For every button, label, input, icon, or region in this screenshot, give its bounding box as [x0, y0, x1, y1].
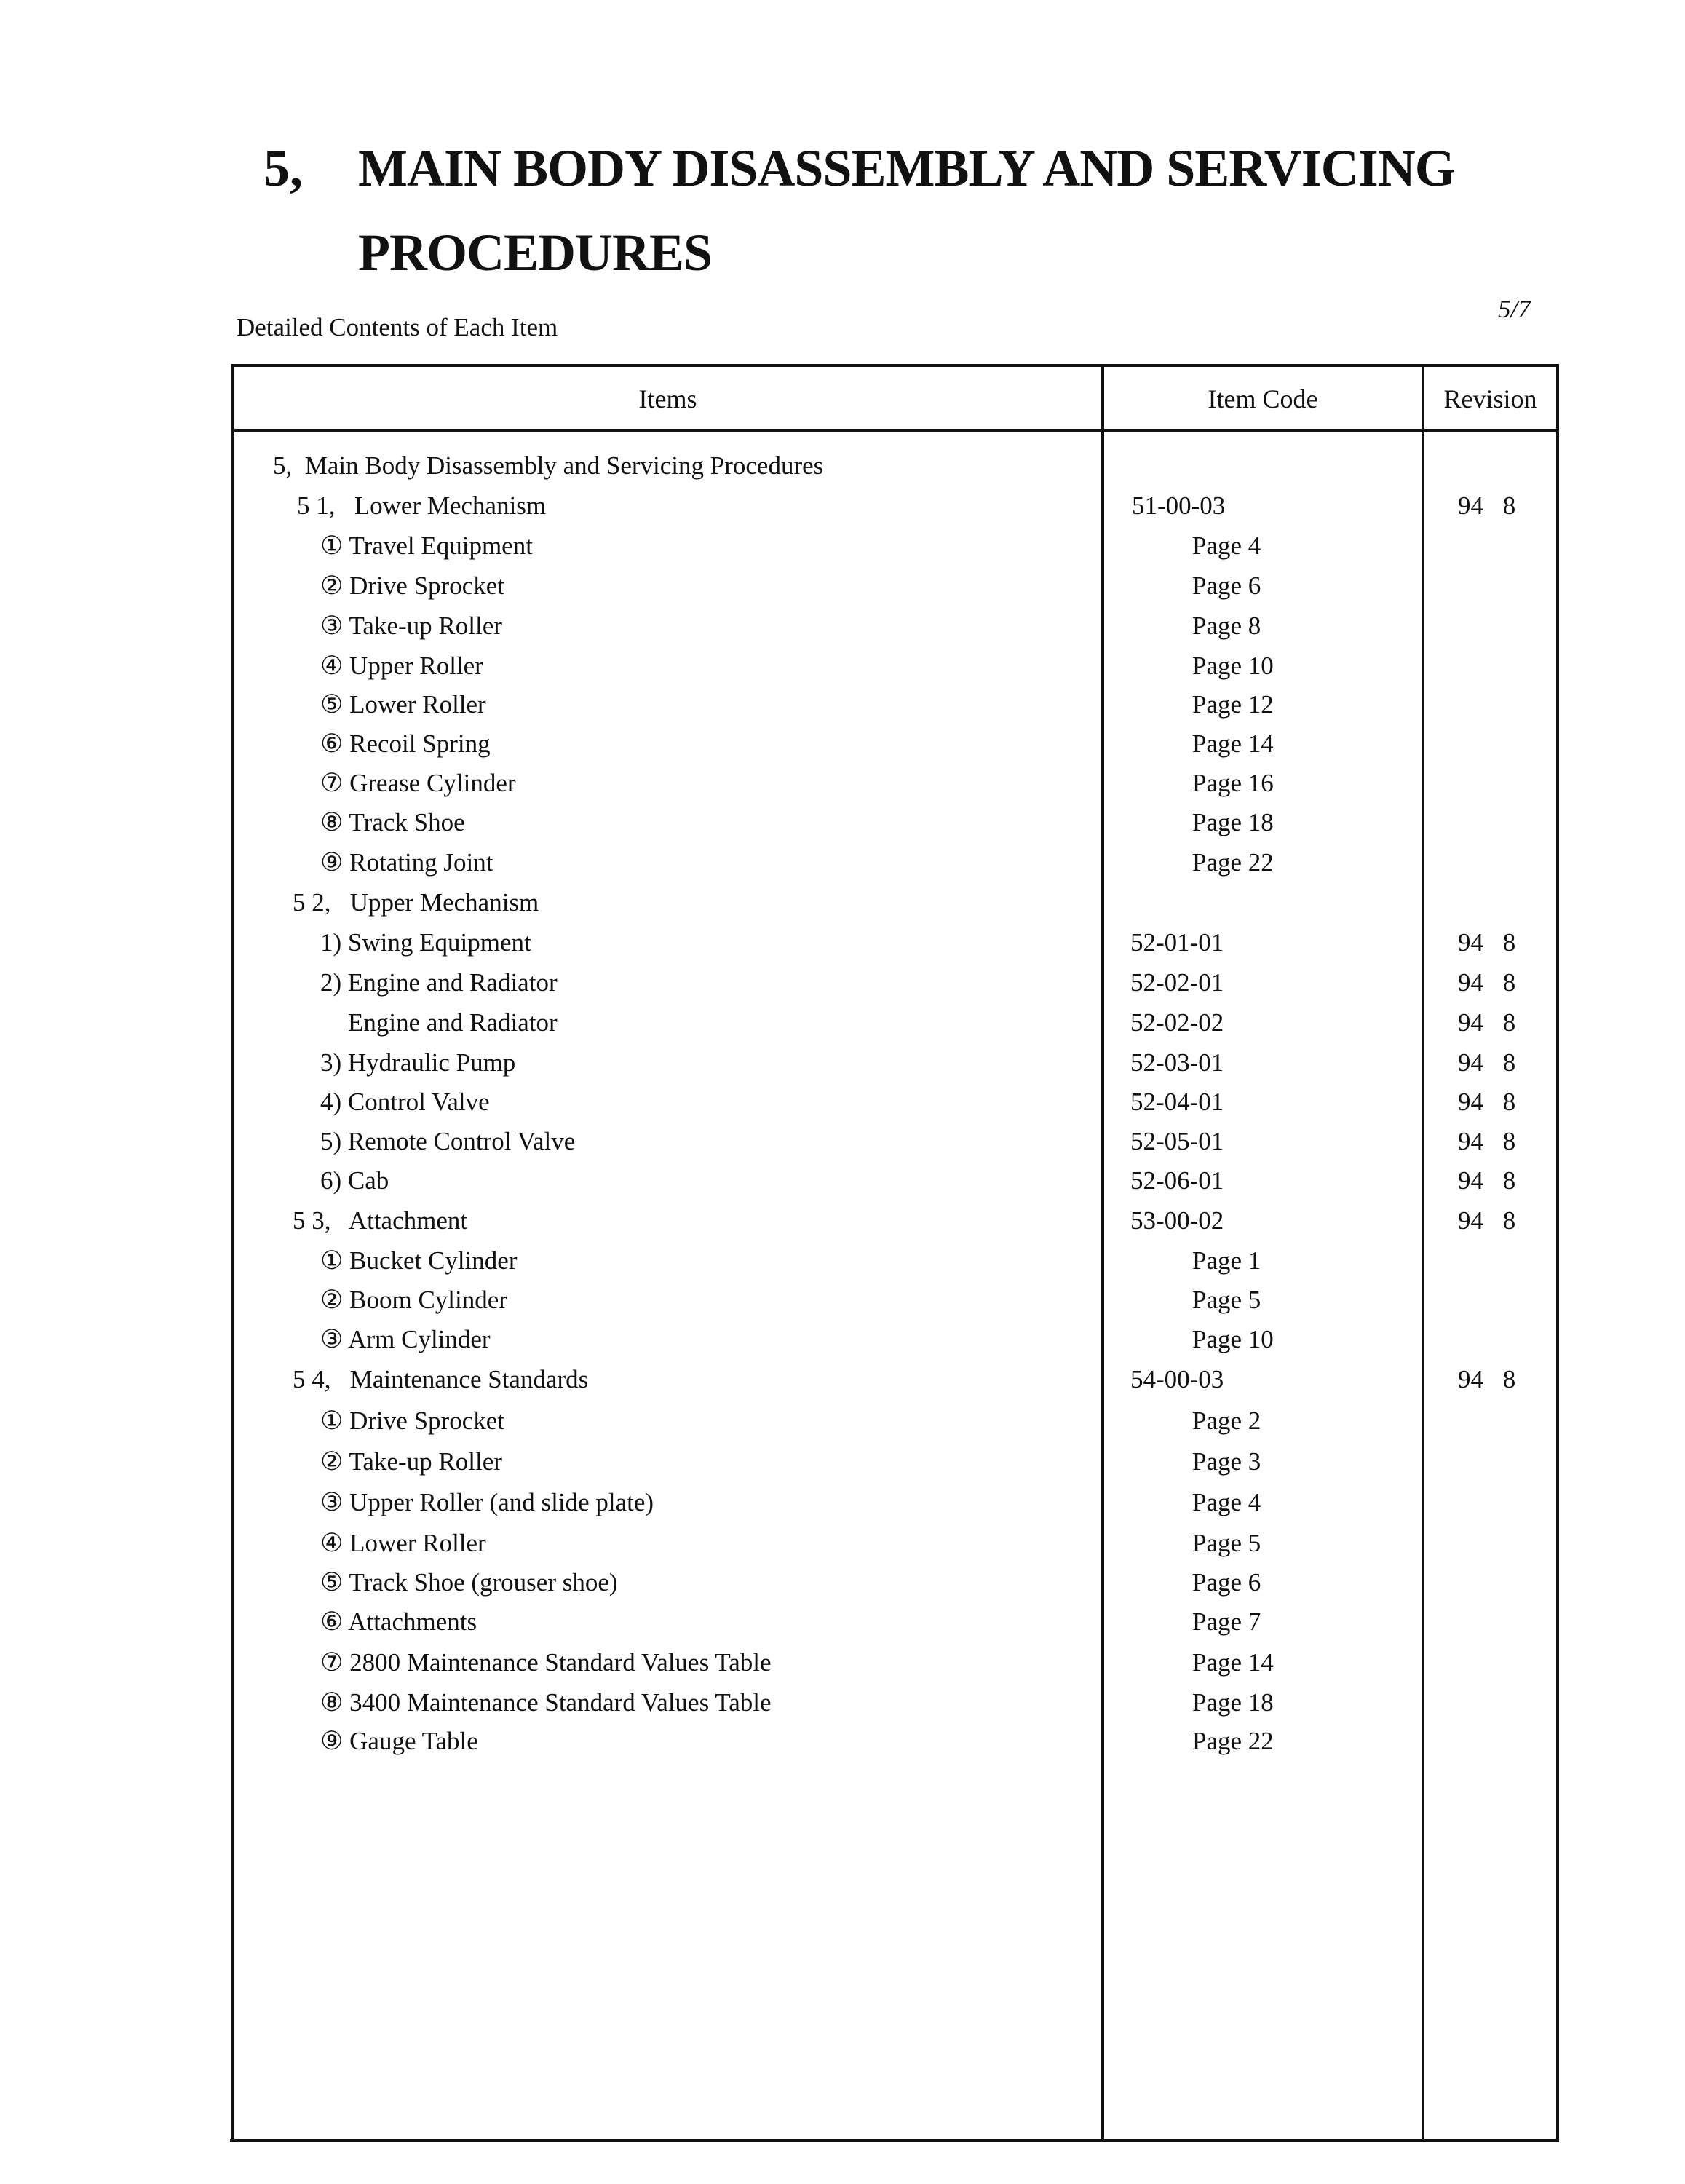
row-page-ref: Page 6: [1192, 1568, 1261, 1597]
row-item: ⑧ 3400 Maintenance Standard Values Table: [320, 1688, 772, 1717]
table-row: [0, 450, 1685, 490]
table-top-border: [234, 364, 1559, 367]
column-header-revision: Revision: [1443, 384, 1537, 414]
row-item: ⑧ Track Shoe: [320, 808, 465, 836]
row-page-ref: Page 4: [1192, 531, 1261, 560]
table-row: [0, 767, 1685, 807]
row-page-ref: Page 1: [1192, 1246, 1261, 1275]
table-row: [0, 847, 1685, 887]
table-row: [0, 1047, 1685, 1087]
section-number: 5,: [263, 139, 303, 197]
table-row: [0, 1487, 1685, 1527]
row-page-ref: Page 12: [1192, 690, 1274, 719]
row-page-ref: Page 5: [1192, 1286, 1261, 1314]
table-row: [0, 728, 1685, 768]
row-item: 5 1, Lower Mechanism: [297, 491, 547, 520]
table-row: [0, 1687, 1685, 1727]
row-page-ref: Page 14: [1192, 729, 1274, 758]
row-item-code: 53-00-02: [1130, 1206, 1224, 1235]
row-page-ref: Page 5: [1192, 1529, 1261, 1557]
table-row: [0, 1446, 1685, 1486]
table-row: [0, 967, 1685, 1007]
table-row: [0, 1324, 1685, 1364]
row-page-ref: Page 2: [1192, 1406, 1261, 1435]
page-title-line1: MAIN BODY DISASSEMBLY AND SERVICING: [358, 139, 1455, 197]
row-item: ⑤ Track Shoe (grouser shoe): [320, 1568, 618, 1597]
row-page-ref: Page 10: [1192, 652, 1274, 680]
row-item: ⑤ Lower Roller: [320, 690, 486, 719]
row-item: ⑨ Rotating Joint: [320, 848, 493, 877]
table-row: [0, 1364, 1685, 1404]
row-item-code: 51-00-03: [1132, 491, 1226, 520]
table-row: [0, 1165, 1685, 1205]
row-item: ② Boom Cylinder: [320, 1286, 507, 1314]
row-page-ref: Page 7: [1192, 1607, 1261, 1636]
row-item-code: 54-00-03: [1130, 1365, 1224, 1393]
row-page-ref: Page 22: [1192, 1727, 1274, 1755]
row-revision: 94 8: [1458, 491, 1516, 520]
table-row: [0, 927, 1685, 967]
table-row: [0, 1125, 1685, 1166]
table-row: [0, 1205, 1685, 1245]
table-row: [0, 1606, 1685, 1646]
row-item-code: 52-06-01: [1130, 1166, 1224, 1195]
table-row: [0, 689, 1685, 729]
row-item: ⑨ Gauge Table: [320, 1727, 478, 1755]
row-item-code: 52-02-01: [1130, 968, 1224, 997]
row-page-ref: Page 14: [1192, 1648, 1274, 1677]
row-item-code: 52-05-01: [1130, 1127, 1224, 1155]
table-row: [0, 1567, 1685, 1607]
row-item: ② Drive Sprocket: [320, 571, 504, 600]
table-row: [0, 610, 1685, 650]
table-row: [0, 1725, 1685, 1765]
table-row: [0, 1245, 1685, 1285]
row-item: ① Drive Sprocket: [320, 1406, 504, 1435]
row-item: ③ Take-up Roller: [320, 612, 502, 640]
row-revision: 94 8: [1458, 928, 1516, 957]
row-item: Engine and Radiator: [348, 1008, 558, 1037]
table-row: [0, 807, 1685, 847]
column-header-item-code: Item Code: [1208, 384, 1318, 414]
row-page-ref: Page 22: [1192, 848, 1274, 877]
row-item: ③ Upper Roller (and slide plate): [320, 1488, 654, 1516]
row-page-ref: Page 10: [1192, 1325, 1274, 1353]
table-row: [0, 490, 1685, 530]
row-page-ref: Page 16: [1192, 769, 1274, 797]
row-item: ④ Lower Roller: [320, 1529, 486, 1557]
row-item: ④ Upper Roller: [320, 652, 483, 680]
table-row: [0, 530, 1685, 570]
row-item: ① Travel Equipment: [320, 531, 533, 560]
row-revision: 94 8: [1458, 1048, 1516, 1077]
row-page-ref: Page 18: [1192, 1688, 1274, 1717]
row-item-code: 52-02-02: [1130, 1008, 1224, 1037]
row-item: ⑦ 2800 Maintenance Standard Values Table: [320, 1648, 772, 1677]
row-page-ref: Page 18: [1192, 808, 1274, 836]
row-item: 1) Swing Equipment: [320, 928, 531, 957]
row-revision: 94 8: [1458, 1365, 1516, 1393]
row-item: ① Bucket Cylinder: [320, 1246, 518, 1275]
page-title-line2: PROCEDURES: [358, 223, 713, 282]
header-bottom-border: [234, 429, 1559, 432]
row-item: ⑥ Attachments: [320, 1607, 477, 1636]
table-row: [0, 1405, 1685, 1445]
table-row: [0, 887, 1685, 927]
table-row: [0, 1086, 1685, 1126]
row-item: 5 2, Upper Mechanism: [293, 888, 539, 917]
table-row: [0, 570, 1685, 610]
table-row: [0, 1647, 1685, 1687]
row-page-ref: Page 8: [1192, 612, 1261, 640]
row-item: ③ Arm Cylinder: [320, 1325, 491, 1353]
row-item: 5 4, Maintenance Standards: [293, 1365, 589, 1393]
row-item-code: 52-01-01: [1130, 928, 1224, 957]
row-revision: 94 8: [1458, 1166, 1516, 1195]
row-item: 3) Hydraulic Pump: [320, 1048, 516, 1077]
row-page-ref: Page 3: [1192, 1447, 1261, 1476]
row-revision: 94 8: [1458, 1088, 1516, 1116]
row-revision: 94 8: [1458, 1008, 1516, 1037]
table-row: [0, 650, 1685, 690]
row-item-code: 52-03-01: [1130, 1048, 1224, 1077]
row-item: 4) Control Valve: [320, 1088, 490, 1116]
row-item: 5 3, Attachment: [293, 1206, 468, 1235]
table-row: [0, 1284, 1685, 1324]
table-row: [0, 1007, 1685, 1047]
subtitle: Detailed Contents of Each Item: [237, 313, 558, 341]
table-bottom-border: [230, 2139, 1559, 2142]
row-page-ref: Page 4: [1192, 1488, 1261, 1516]
row-item-code: 52-04-01: [1130, 1088, 1224, 1116]
row-revision: 94 8: [1458, 1127, 1516, 1155]
row-item: 5) Remote Control Valve: [320, 1127, 576, 1155]
row-item: 6) Cab: [320, 1166, 389, 1195]
row-page-ref: Page 6: [1192, 571, 1261, 600]
row-item: ⑥ Recoil Spring: [320, 729, 491, 758]
row-revision: 94 8: [1458, 1206, 1516, 1235]
row-item: 5, Main Body Disassembly and Servicing Procedures: [273, 451, 824, 480]
row-item: 2) Engine and Radiator: [320, 968, 558, 997]
page-number: 5/7: [1498, 295, 1531, 323]
table-row: [0, 1527, 1685, 1567]
row-revision: 94 8: [1458, 968, 1516, 997]
row-item: ⑦ Grease Cylinder: [320, 769, 516, 797]
row-item: ② Take-up Roller: [320, 1447, 502, 1476]
column-header-items: Items: [638, 384, 697, 414]
